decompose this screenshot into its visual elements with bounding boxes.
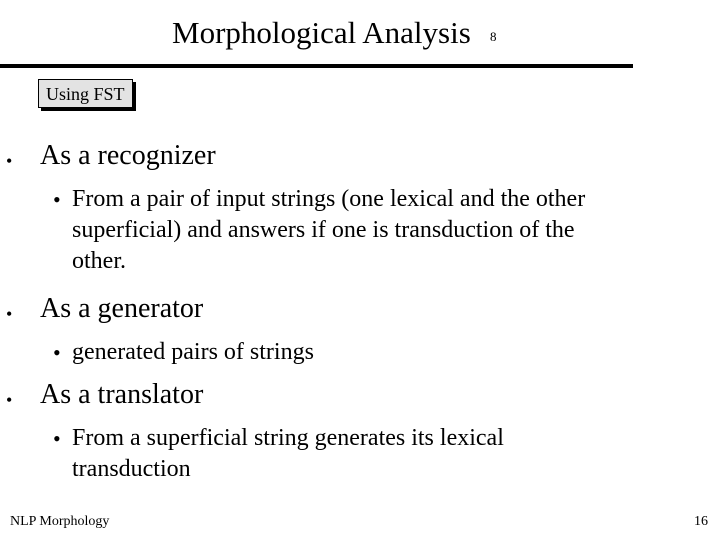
sub-bullet-line: superficial) and answers if one is transduction of the [72, 217, 575, 243]
sub-bullet-line: transduction [72, 456, 191, 482]
sub-bullet-icon: • [53, 187, 61, 212]
section-label-box: Using FST [38, 79, 133, 108]
page-number: 16 [694, 514, 708, 529]
bullet-heading-generator: As a generator [40, 293, 204, 324]
bullet-heading-recognizer: As a recognizer [40, 140, 216, 171]
sub-bullet-line: other. [72, 248, 126, 274]
sub-bullet-generator [72, 337, 692, 368]
sub-bullet-recognizer [72, 184, 692, 277]
sub-bullet-line: From a pair of input strings (one lexical and the other [72, 186, 586, 212]
bullet-icon: • [6, 390, 13, 410]
sub-bullet-translator [72, 423, 692, 485]
footer-label: NLP Morphology [10, 514, 110, 529]
sub-bullet-line: generated pairs of strings [72, 339, 314, 365]
slide-title: Morphological Analysis [172, 15, 471, 50]
bullet-icon: • [6, 304, 13, 324]
sub-bullet-icon: • [53, 340, 61, 365]
bullet-icon: • [6, 151, 13, 171]
sub-bullet-line: From a superficial string generates its lexical [72, 425, 504, 451]
title-underline [0, 64, 633, 68]
bullet-heading-translator: As a translator [40, 379, 204, 410]
sub-bullet-icon: • [53, 426, 61, 451]
title-slide-number: 8 [490, 29, 497, 44]
